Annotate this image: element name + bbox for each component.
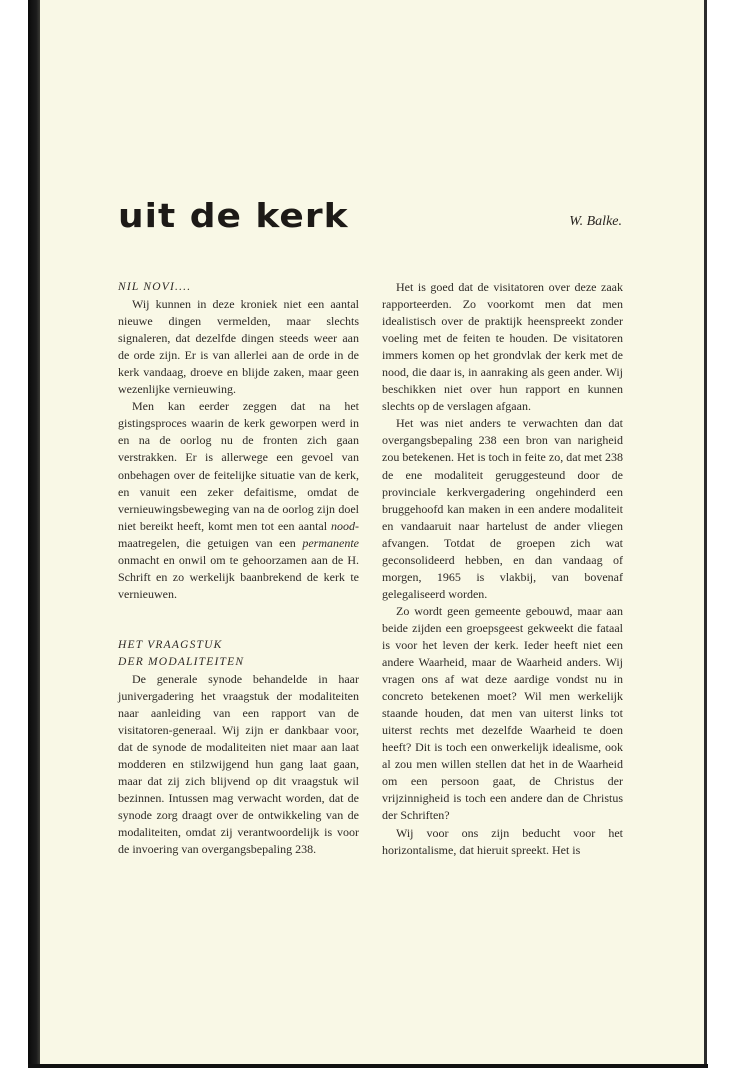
author-name: W. Balke. [569,214,622,229]
paragraph: Wij voor ons zijn beducht voor het horizontalisme, dat hieruit spreekt. Het is [382,825,623,857]
section-heading-vraagstuk: HET VRAAGSTUK [118,638,223,651]
paragraph: Wij kunnen in deze kroniek niet een aantal nieuwe dingen vermelden, maar slechts signaleren, dat dezelfde dingen steeds weer aan de orde zijn. Er is van allerlei aan de orde in de kerk vandaag, droeve en blijde zaken, maar geen wezenlijke vernieuwing. [118,297,359,397]
scan-edge-bottom [28,1064,708,1068]
paragraph: Het was niet anders te verwachten dan dat overgangsbepaling 238 een bron van narigheid zou betekenen. Het is toch in feite zo, dat met 238 de ene modaliteit geruggesteund door de provinciale kerkvergadering ongehinderd een bruggehoofd kan maken in een andere modaliteit en vandaaruit naar hartelust de ander vliegen afvangen. Totdat de groepen zich wat geconsolideerd hebben, en dan vandaag of morgen, 1965 is vlakbij, van bovenaf gelegaliseerd worden. [382,416,623,601]
paragraph: De generale synode behandelde in haar junivergadering het vraagstuk der modaliteiten naar aanleiding van een rapport van de visitatoren-generaal. Wij zijn er dankbaar voor, dat de synode de modaliteiten niet maar aan laat modderen en stilzwijgend hun gang laat gaan, maar dat zij zich blijvend op dit vraagstuk wil bezinnen. Intussen mag verwacht worden, dat de synode zorg draagt over de ontwikkeling van de modaliteiten, omdat zij verantwoordelijk is voor de invoering van overgangsbepaling 238. [118,671,359,857]
paragraph: Het is goed dat de visitatoren over deze zaak rapporteerden. Zo voorkomt men dat men idealistisch over de praktijk heenspreekt zonder voeling met de feiten te houden. De visitatoren immers komen op het grondvlak der kerk met de nood, die daar is, in aanraking als geen ander. Wij beschikken niet over hun rapport en kunnen slechts op de verslagen afgaan. [382,280,623,414]
scan-edge-left [28,0,40,1068]
right-column [382,279,623,859]
section-heading-nil-novi: NIL NOVI.... [118,281,192,293]
scan-edge-right [704,0,707,1064]
section-heading-modaliteiten: DER MODALITEITEN [118,655,245,668]
paragraph: Zo wordt geen gemeente gebouwd, maar aan beide zijden een groepsgeest gekweekt die fataal is voor het leven der kerk. Ieder heeft niet een andere Waarheid, maar de Waarheid anders. Wij vragen ons af wat deze aardige vondst nu in concreto betekenen moet? Wil men werkelijk staande houden, dat men van uiterst links tot uiterst rechts met dezelfde Waarheid te doen heeft? Dit is toch een onwerkelijk idealisme, ook al zou men willen stellen dat het in de Waarheid om een persoon gaat, de Christus der vrijzinnigheid is toch een andere dan de Christus der Schriften? [382,603,623,823]
section-spacer [118,603,359,637]
paragraph: Men kan eerder zeggen dat na het gistingsproces waarin de kerk geworpen werd in en na de oorlog nu de fronten zich gaan verstrakken. Er is allerwege een gevoel van onbehagen over de feitelijke situatie van de kerk, en vanuit een zeker defaitisme, omdat de vernieuwingsbeweging van na de oorlog zijn doel niet bereikt heeft, komt men tot een aantal nood-maatregelen, die getuigen van een permanente onmacht en onwil om te gehoorzamen aan de H. Schrift en zo werkelijk baanbrekend de kerk te vernieuwen. [118,399,359,601]
left-column [118,279,359,859]
article-title: uit de kerk [118,197,349,236]
emphasis: nood [331,518,355,533]
emphasis: permanente [302,535,359,550]
